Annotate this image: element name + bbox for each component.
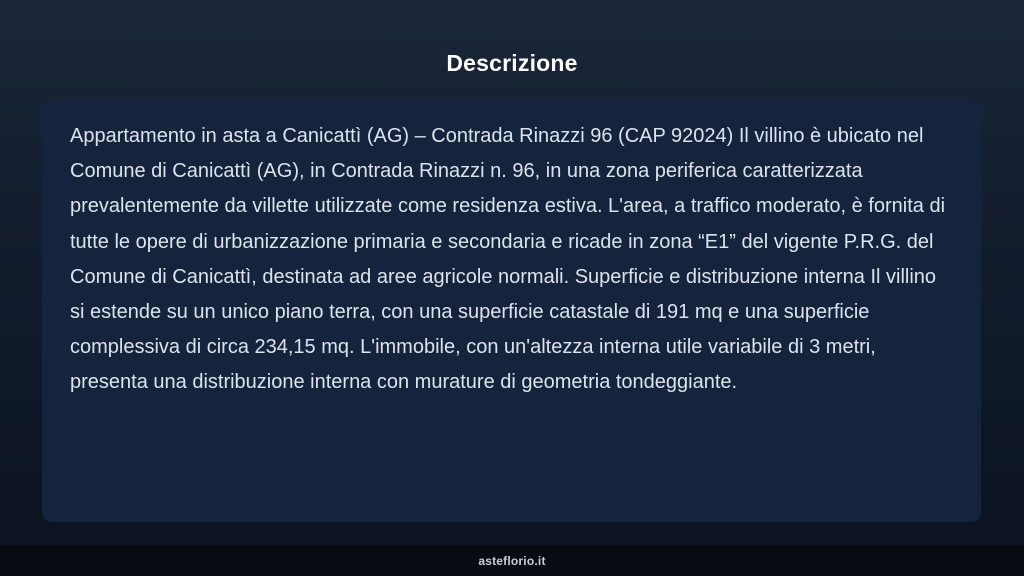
description-text: Appartamento in asta a Canicattì (AG) – Contrada Rinazzi 96 (CAP 92024) Il villino è ubicato nel Comune di Canicattì (AG), in Contrada Rinazzi n. 96, in una zona periferica caratterizzata prevalentemente da villette utilizzate come residenza estiva. L'area, a traffico moderato, è fornita di tutte le opere di urbanizzazione primaria e secondaria e ricade in zona “E1” del vigente P.R.G. del Comune di Canicattì, destinata ad aree agricole normali. Superficie e distribuzione interna Il villino si estende su un unico piano terra, con una superficie catastale di 191 mq e una superficie complessiva di circa 234,15 mq. L'immobile, con un'altezza interna utile variabile di 3 metri, presenta una distribuzione interna con murature di geometria tondeggiante. [70,125,946,394]
page-title: Descrizione [446,50,578,76]
description-card [42,101,981,522]
footer-bar [0,545,1024,576]
footer-brand: asteflorio.it [478,553,546,568]
